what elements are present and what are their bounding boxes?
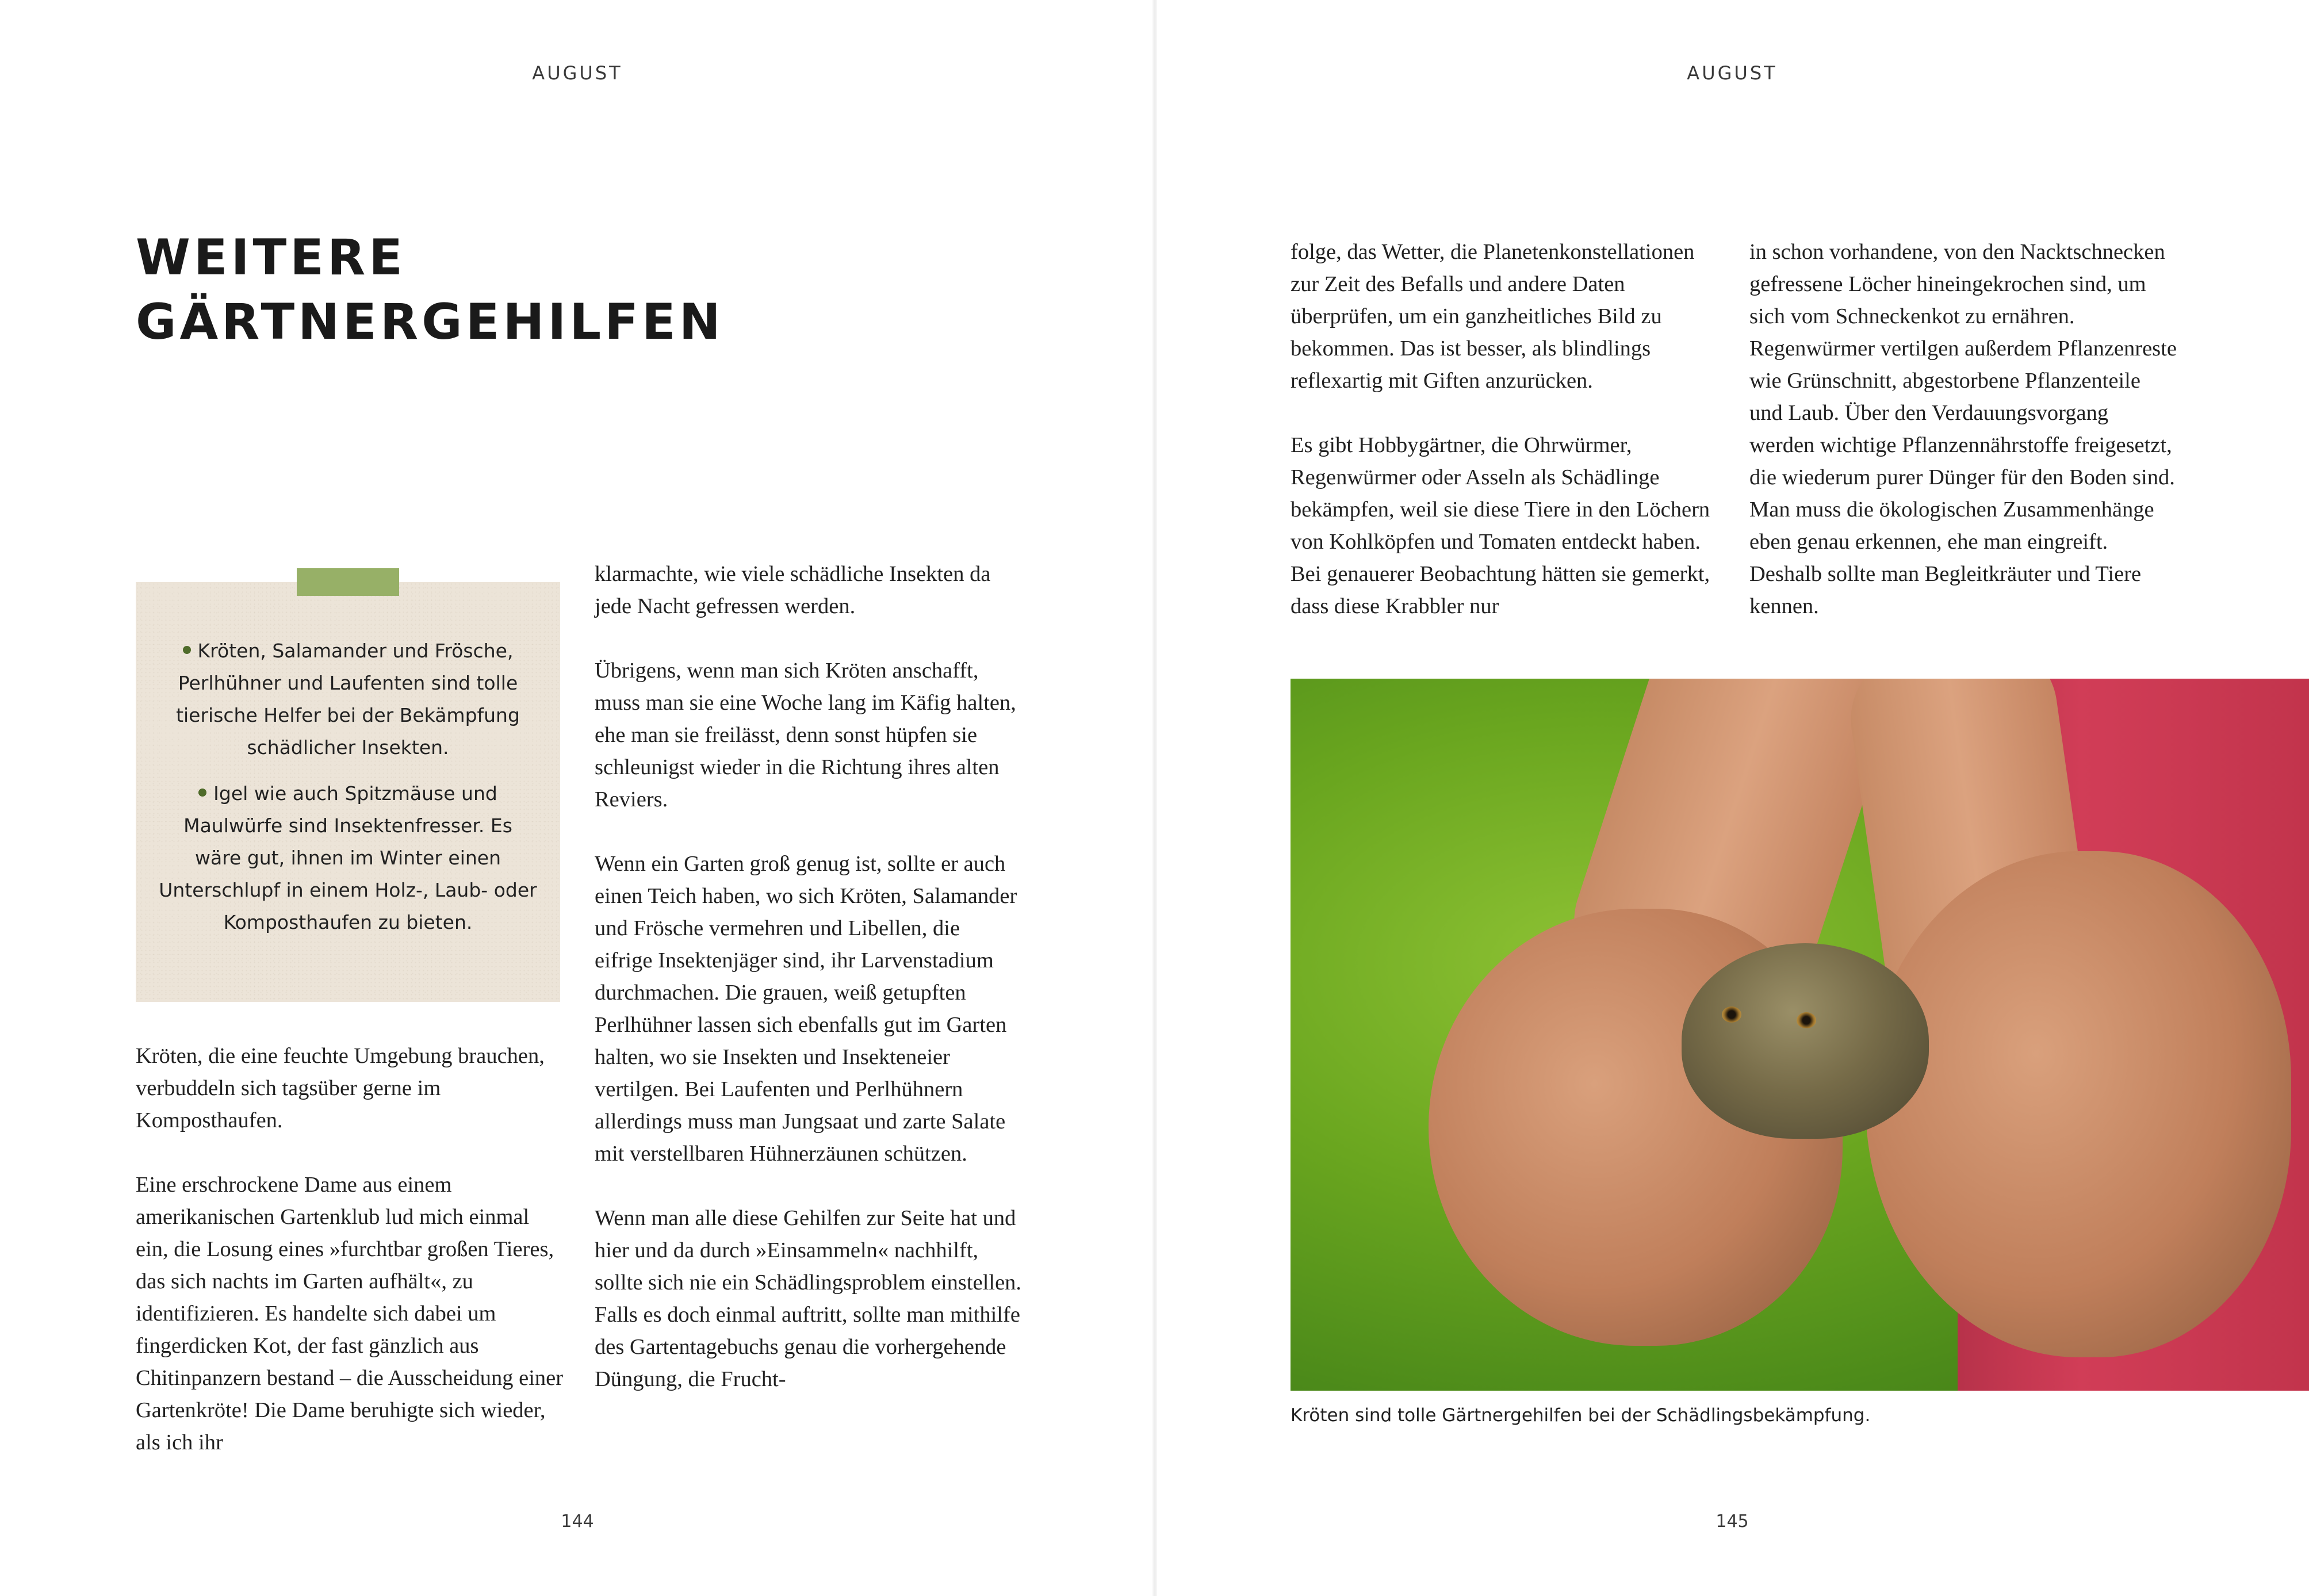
info-bullet-2 — [159, 778, 537, 939]
title-line-2: GÄRTNERGEHILFEN — [136, 293, 724, 351]
page-number-right: 145 — [1716, 1511, 1749, 1532]
paragraph: Eine erschrockene Dame aus einem amerikanischen Gartenklub lud mich einmal ein, die Losung eines »furchtbar großen Tieres, das sich nachts im Garten aufhält«, zu identifizieren. Es handelte sich dabei um fingerdicken Kot, der fast gänzlich aus Chitinpanzern bestand – die Ausscheidung einer Gartenkröte! Die Dame beruhigte sich wieder, als ich ihr — [136, 1173, 564, 1455]
toad-eye-icon — [1722, 1006, 1741, 1023]
left-page — [0, 0, 1154, 1596]
running-head-left: AUGUST — [532, 62, 623, 84]
info-box-tab — [297, 568, 399, 596]
right-column-1 — [1291, 236, 1719, 622]
info-bullet-1 — [159, 635, 537, 764]
paragraph: klarmachte, wie viele schädliche Insekten da jede Nacht gefressen werden. — [595, 562, 991, 618]
paragraph: Übrigens, wenn man sich Kröten anschafft, muss man sie eine Woche lang im Käfig halten, ehe man sie freilässt, denn sonst hüpfen sie schleunigst wieder in die Richtung ihres alten Reviers. — [595, 659, 1016, 812]
left-column-2 — [595, 558, 1023, 1395]
info-box-content — [159, 635, 537, 952]
toad-eye-icon — [1797, 1012, 1816, 1028]
page-number-left: 144 — [561, 1511, 594, 1532]
bullet-dot-icon — [198, 789, 206, 797]
paragraph: Wenn man alle diese Gehilfen zur Seite hat und hier und da durch »Einsammeln« nachhilft, sollte sich nie ein Schädlingsproblem einstellen. Falls es doch einmal auftritt, sollte man mithilfe des Gartentagebuchs genau die vorhergehende Düngung, die Frucht- — [595, 1206, 1022, 1391]
right-page — [1155, 0, 2309, 1596]
paragraph: Kröten, die eine feuchte Umgebung brauchen, verbuddeln sich tagsüber gerne im Komposthaufen. — [136, 1044, 545, 1132]
paragraph: Es gibt Hobbygärtner, die Ohrwürmer, Regenwürmer oder Asseln als Schädlinge bekämpfen, weil sie diese Tiere in den Löchern von Kohlköpfen und Tomaten entdeckt haben. Bei genauerer Beobachtung hätten sie gemerkt, dass diese Krabbler nur — [1291, 433, 1710, 618]
info-bullet-2-text: Igel wie auch Spitzmäuse und Maulwürfe sind Insektenfresser. Es wäre gut, ihnen im Winter einen Unterschlupf in einem Holz-, Laub- oder Komposthaufen zu bieten. — [159, 782, 537, 933]
left-column-1 — [136, 1040, 564, 1459]
paragraph: Wenn ein Garten groß genug ist, sollte er auch einen Teich haben, wo sich Kröten, Salamander und Frösche vermehren und Libellen, die eifrige Insektenjäger sind, ihr Larvenstadium durchmachen. Die grauen, weiß getupften Perlhühner lassen sich ebenfalls gut im Garten halten, wo sie Insekten und Insekteneier vertilgen. Bei Laufenten und Perlhühnern allerdings muss man Jungsaat und zarte Salate mit verstellbaren Hühnerzäunen schützen. — [595, 852, 1017, 1166]
info-box — [136, 582, 560, 1002]
toad-photo — [1291, 679, 2309, 1391]
right-column-2 — [1749, 236, 2178, 622]
toad-shape — [1682, 943, 1929, 1139]
running-head-right: AUGUST — [1687, 62, 1778, 84]
right-hand-shape — [1866, 851, 2291, 1357]
photo-caption: Kröten sind tolle Gärtnergehilfen bei der Schädlingsbekämpfung. — [1291, 1405, 1871, 1426]
paragraph: folge, das Wetter, die Planetenkonstellationen zur Zeit des Befalls und andere Daten überprüfen, um ein ganzheitliches Bild zu bekommen. Das ist besser, als blindlings reflexartig mit Giften anzurücken. — [1291, 240, 1695, 393]
bullet-dot-icon — [183, 646, 191, 654]
chapter-title — [136, 225, 941, 354]
info-bullet-1-text: Kröten, Salamander und Frösche, Perlhühner und Laufenten sind tolle tierische Helfer bei der Bekämpfung schädlicher Insekten. — [176, 640, 520, 759]
paragraph: in schon vorhandene, von den Nacktschnecken gefressene Löcher hineingekrochen sind, um sich vom Schneckenkot zu ernähren. Regenwürmer vertilgen außerdem Pflanzenreste wie Grünschnitt, abgestorbene Pflanzenteile und Laub. Über den Verdauungsvorgang werden wichtige Pflanzennährstoffe freigesetzt, die wiederum purer Dünger für den Boden sind. Man muss die ökologischen Zusammenhänge eben genau erkennen, ehe man eingreift. Deshalb sollte man Begleitkräuter und Tiere kennen. — [1749, 240, 2177, 618]
title-line-1: WEITERE — [136, 229, 406, 286]
